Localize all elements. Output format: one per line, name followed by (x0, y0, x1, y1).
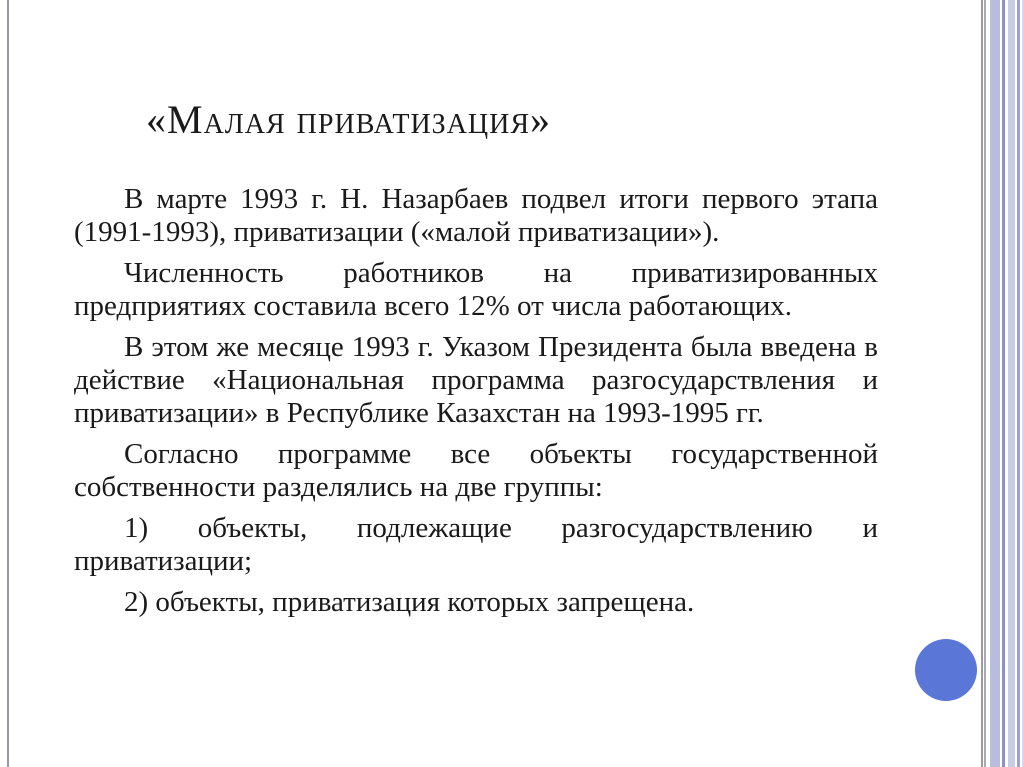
paragraph-1: В марте 1993 г. Н. Назарбаев подвел итоги первого этапа (1991-1993), приватизации («малой приватизации»). (74, 183, 878, 248)
paragraph-6: 2) объекты, приватизация которых запрещена. (124, 586, 695, 618)
slide-body (74, 183, 878, 627)
paragraph-2: Численность работников на приватизированных предприятиях составила всего 12% от числа работающих. (74, 257, 878, 322)
stripe (1017, 0, 1020, 767)
decorative-circle (915, 639, 977, 701)
paragraph-5: 1) объекты, подлежащие разгосударствлению и приватизации; (74, 512, 878, 577)
paragraph-4: Согласно программе все объекты государственной собственности разделялись на две группы: (74, 438, 878, 503)
slide-title: «Малая приватизация» (146, 97, 552, 142)
stripe (990, 0, 1000, 767)
stripe (1002, 0, 1005, 767)
stripe (984, 0, 986, 767)
paragraph-3: В этом же месяце 1993 г. Указом Президента была введена в действие «Национальная программа разгосударствления и приватизации» в Республике Казахстан на 1993-1995 гг. (74, 331, 878, 429)
decorative-stripes (984, 0, 1024, 767)
stripe (1008, 0, 1015, 767)
